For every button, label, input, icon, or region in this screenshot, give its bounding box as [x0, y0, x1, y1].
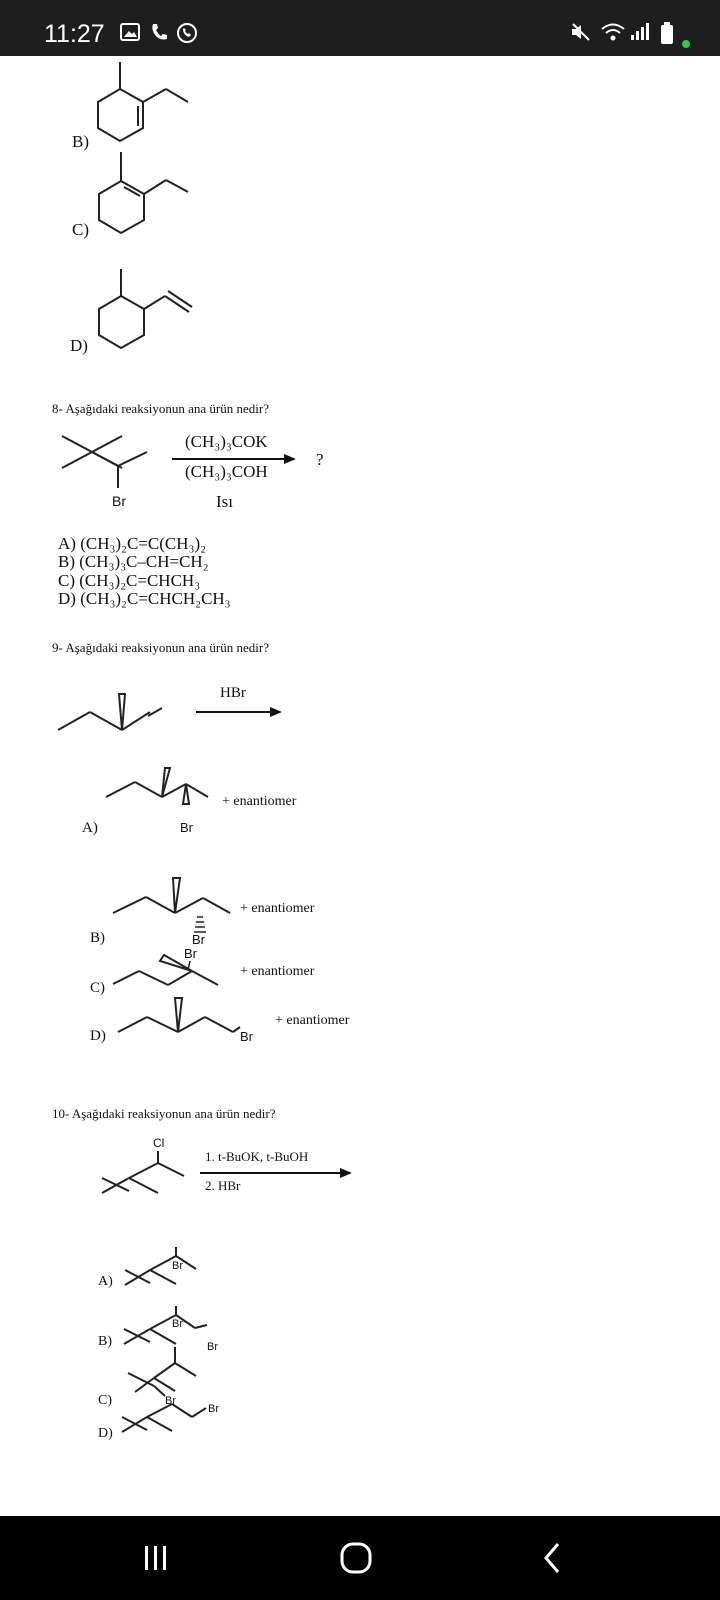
signal-icon [630, 22, 650, 42]
dot-icon [682, 40, 690, 48]
q10-question: 10- Aşağıdaki reaksiyonun ana ürün nedir? [52, 1106, 276, 1121]
q9-option-d-suffix: + enantiomer [275, 1013, 350, 1028]
back-button[interactable] [500, 1516, 620, 1600]
q10-option-d-structure [0, 56, 720, 1516]
q9-option-a-atom: Br [180, 820, 193, 835]
recent-apps-icon [144, 1544, 168, 1572]
gallery-icon [120, 22, 140, 42]
q8-reagent-bottom: (CH₃)₃COH [185, 462, 268, 481]
q10-option-c-atom: Br [165, 1395, 176, 1407]
q9-option-d-atom: Br [240, 1029, 253, 1044]
whatsapp-icon [176, 22, 198, 44]
q10-option-b-atom2: Br [207, 1341, 218, 1353]
q9-option-b-suffix: + enantiomer [240, 901, 315, 916]
q7-option-d-label: D) [70, 336, 88, 355]
phone-icon [150, 22, 168, 42]
q10-option-b-label[interactable]: B) [98, 1334, 112, 1349]
q9-question: 9- Aşağıdaki reaksiyonun ana ürün nedir? [52, 640, 269, 655]
q9-option-d-label[interactable]: D) [90, 1028, 106, 1044]
q9-option-a-suffix: + enantiomer [222, 794, 297, 809]
q9-option-c-label[interactable]: C) [90, 980, 105, 996]
home-button[interactable] [300, 1516, 420, 1600]
mute-icon [570, 22, 592, 42]
back-icon [542, 1542, 562, 1574]
q10-option-d-label[interactable]: D) [98, 1426, 113, 1441]
navigation-bar [0, 1516, 720, 1600]
wifi-icon [600, 22, 626, 42]
recent-apps-button[interactable] [100, 1516, 220, 1600]
q7-option-c-label: C) [72, 220, 89, 239]
q8-product-unknown: ? [316, 450, 324, 469]
q8-reagent-top: (CH₃)₃COK [185, 432, 268, 451]
q7-option-b-label: B) [72, 132, 89, 151]
q10-step2: 2. HBr [205, 1178, 241, 1193]
q8-option-c[interactable]: C) (CH₃)₂C=CHCH₃ [58, 571, 201, 590]
q8-substituent-br: Br [112, 493, 126, 509]
q9-option-b-label[interactable]: B) [90, 930, 105, 946]
q8-option-b[interactable]: B) (CH₃)₃C–CH=CH₂ [58, 552, 209, 571]
q10-option-a-label[interactable]: A) [98, 1274, 113, 1289]
q10-option-c-label[interactable]: C) [98, 1393, 112, 1408]
q9-option-b-atom: Br [192, 932, 205, 947]
q8-option-a[interactable]: A) (CH₃)₂C=C(CH₃)₂ [58, 534, 207, 553]
status-bar [0, 0, 720, 56]
q10-substituent-cl: Cl [153, 1136, 165, 1150]
q10-step1: 1. t-BuOK, t-BuOH [205, 1149, 309, 1164]
q9-option-c-suffix: + enantiomer [240, 964, 315, 979]
q10-option-d-atom: Br [208, 1403, 219, 1415]
q10-option-a-atom: Br [172, 1260, 183, 1272]
q9-option-c-atom: Br [184, 946, 197, 961]
q9-reagent: HBr [220, 685, 246, 701]
q8-condition: Isı [216, 492, 233, 511]
q9-option-a-label[interactable]: A) [82, 820, 98, 836]
q8-question: 8- Aşağıdaki reaksiyonun ana ürün nedir? [52, 401, 269, 416]
q10-option-b-atom1: Br [172, 1318, 183, 1330]
q8-option-d[interactable]: D) (CH₃)₂C=CHCH₂CH₃ [58, 589, 231, 608]
home-icon [340, 1542, 374, 1574]
document-page[interactable] [0, 56, 720, 1516]
battery-icon [660, 22, 674, 46]
clock: 11:27 [44, 20, 105, 48]
